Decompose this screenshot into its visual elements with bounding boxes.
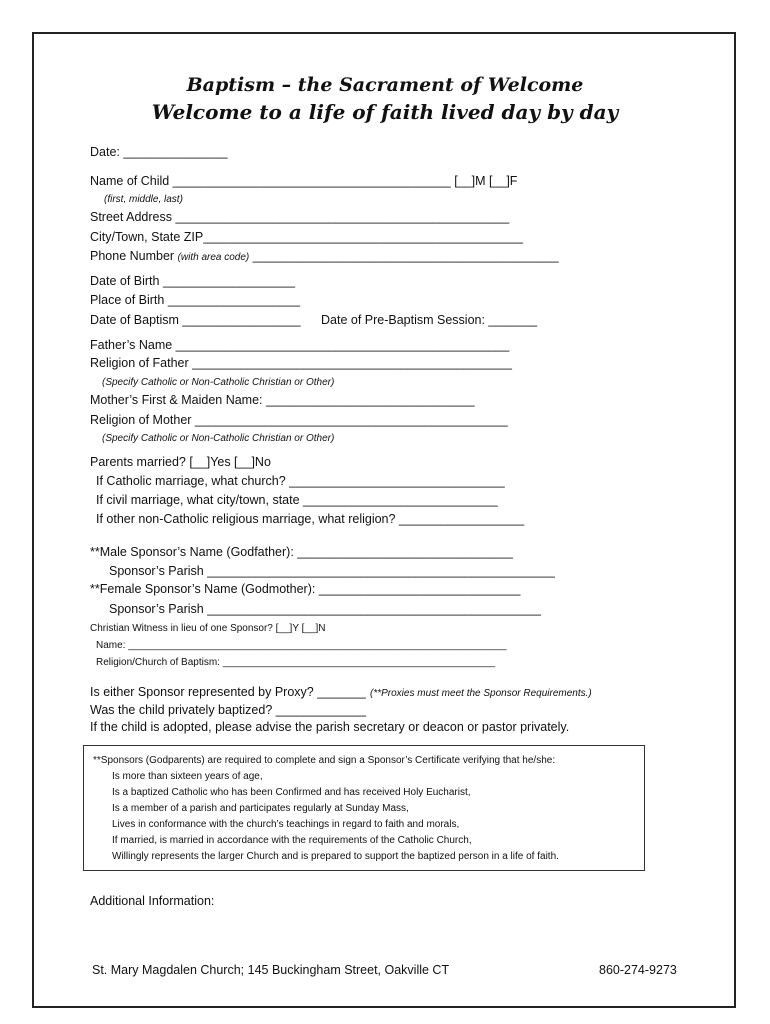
catholic-marriage-field[interactable]: If Catholic marriage, what church? _______________________________ [96, 474, 505, 488]
mother-religion-note: (Specify Catholic or Non-Catholic Christian or Other) [102, 433, 335, 444]
requirement-item: If married, is married in accordance with the requirements of the Catholic Church, [112, 835, 472, 846]
child-name-note: (first, middle, last) [104, 194, 183, 205]
page-subtitle: Welcome to a life of faith lived day by day [151, 100, 619, 124]
godmother-parish-field[interactable]: Sponsor’s Parish ________________________________________________ [109, 602, 541, 616]
requirement-item: Is more than sixteen years of age, [112, 771, 263, 782]
requirements-intro: **Sponsors (Godparents) are required to complete and sign a Sponsor’s Certificate verifying that he/she: [93, 755, 556, 766]
date-of-baptism-field[interactable]: Date of Baptism _________________ [90, 313, 301, 327]
proxy-note: (**Proxies must meet the Sponsor Requirements.) [370, 688, 592, 699]
phone-note: (with area code) [177, 252, 250, 263]
phone-blank: ____________________________________________ [252, 249, 559, 263]
phone-number-field[interactable] [90, 248, 559, 266]
page-title: Baptism – the Sacrament of Welcome [186, 74, 584, 96]
pre-baptism-session-field[interactable]: Date of Pre-Baptism Session: _______ [321, 313, 538, 327]
sponsor-requirements-box [83, 745, 645, 871]
parents-married-field[interactable]: Parents married? [__]Yes [__]No [90, 455, 271, 469]
other-marriage-field[interactable]: If other non-Catholic religious marriage, what religion? __________________ [96, 512, 525, 526]
street-address-field[interactable]: Street Address ________________________________________________ [90, 210, 510, 224]
father-religion-note: (Specify Catholic or Non-Catholic Christian or Other) [102, 377, 335, 388]
requirement-item: Is a member of a parish and participates regularly at Sunday Mass, [112, 803, 409, 814]
godfather-name-field[interactable]: **Male Sponsor’s Name (Godfather): _______________________________ [90, 545, 513, 559]
footer-phone: 860-274-9273 [599, 963, 677, 977]
proxy-question-field[interactable]: Is either Sponsor represented by Proxy? _______ [90, 685, 366, 699]
date-of-birth-field[interactable]: Date of Birth ___________________ [90, 274, 296, 288]
christian-witness-field[interactable]: Christian Witness in lieu of one Sponsor? [__]Y [__]N [90, 623, 326, 634]
father-name-field[interactable]: Father’s Name ________________________________________________ [90, 338, 510, 352]
requirement-item: Willingly represents the larger Church and is prepared to support the baptized person in a life of faith. [112, 851, 559, 862]
adopted-note: If the child is adopted, please advise the parish secretary or deacon or pastor privately. [90, 720, 570, 734]
mother-name-field[interactable]: Mother’s First & Maiden Name: ______________________________ [90, 393, 475, 407]
civil-marriage-field[interactable]: If civil marriage, what city/town, state ____________________________ [96, 493, 498, 507]
privately-baptized-field[interactable]: Was the child privately baptized? _____________ [90, 703, 367, 717]
footer-address: St. Mary Magdalen Church; 145 Buckingham Street, Oakville CT [92, 963, 450, 977]
additional-info-label: Additional Information: [90, 894, 215, 908]
phone-label: Phone Number [90, 249, 175, 263]
child-name-field[interactable]: Name of Child ________________________________________ [__]M [__]F [90, 174, 518, 188]
godfather-parish-field[interactable]: Sponsor’s Parish __________________________________________________ [109, 564, 555, 578]
date-field[interactable]: Date: _______________ [90, 145, 228, 159]
witness-religion-field[interactable]: Religion/Church of Baptism: _________________________________________________ [96, 657, 496, 668]
witness-name-field[interactable]: Name: ____________________________________________________________________ [96, 640, 507, 651]
requirement-item: Is a baptized Catholic who has been Confirmed and has received Holy Eucharist, [112, 787, 471, 798]
requirement-item: Lives in conformance with the church’s teachings in regard to faith and morals, [112, 819, 460, 830]
godmother-name-field[interactable]: **Female Sponsor’s Name (Godmother): _____________________________ [90, 582, 521, 596]
place-of-birth-field[interactable]: Place of Birth ___________________ [90, 293, 300, 307]
city-state-zip-field[interactable]: City/Town, State ZIP______________________________________________ [90, 230, 524, 244]
father-religion-field[interactable]: Religion of Father ______________________________________________ [90, 356, 512, 370]
mother-religion-field[interactable]: Religion of Mother _____________________________________________ [90, 413, 508, 427]
